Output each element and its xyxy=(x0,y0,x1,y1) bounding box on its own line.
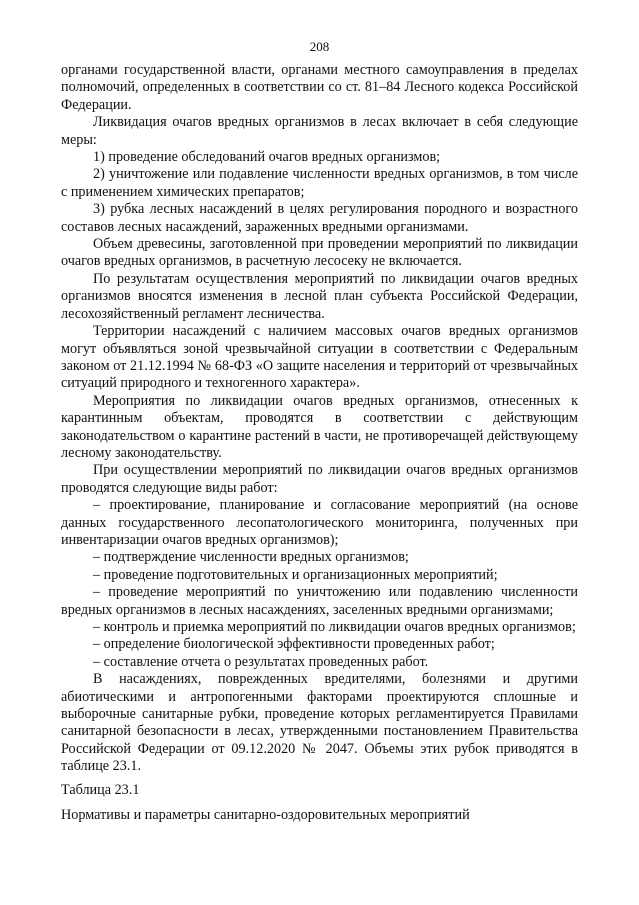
list-item: 1) проведение обследований очагов вредных организмов; xyxy=(93,149,441,166)
dash-list-item: – определение биологической эффективности проведенных работ; xyxy=(93,636,495,653)
list-item: 2) уничтожение или подавление численности вредных организмов, в том числе с применением химических препаратов; xyxy=(61,166,578,200)
paragraph: Территории насаждений с наличием массовых очагов вредных организмов могут объявляться зоной чрезвычайной ситуации в соответствии с Федеральным законом от 21.12.1994 № 68-ФЗ «О защите населения и территорий от чрезвычайных ситуаций природного и техногенного характера». xyxy=(61,323,578,392)
page-body xyxy=(61,62,578,824)
dash-list-item: – составление отчета о результатах проведенных работ. xyxy=(93,653,429,670)
paragraph: органами государственной власти, органами местного самоуправления в пределах полномочий, определенных в соответствии со ст. 81–84 Лесного кодекса Российской Федерации. xyxy=(61,62,578,113)
page-number: 208 xyxy=(309,39,330,54)
dash-list-item: – подтверждение численности вредных организмов; xyxy=(93,549,409,566)
paragraph: При осуществлении мероприятий по ликвидации очагов вредных организмов проводятся следующие виды работ: xyxy=(61,462,578,496)
dash-list-item: – контроль и приемка мероприятий по ликвидации очагов вредных организмов; xyxy=(93,619,576,635)
paragraph: В насаждениях, поврежденных вредителями, болезнями и другими абиотическими и антропогенными факторами проектируются сплошные и выборочные санитарные рубки, проведение которых регламентируется Правилами санитарной безопасности в лесах, утвержденными постановлением Правительства Российской Федерации от 09.12.2020 № 2047. Объемы этих рубок приводятся в таблице 23.1. xyxy=(61,671,578,775)
paragraph: Объем древесины, заготовленной при проведении мероприятий по ликвидации очагов вредных организмов, в расчетную лесосеку не включается. xyxy=(61,236,578,270)
paragraph: Мероприятия по ликвидации очагов вредных организмов, отнесенных к карантинным объектам, проводятся в соответствии с действующим законодательством о карантине растений в части, не противоречащей действующему лесному законодательству. xyxy=(61,392,578,461)
dash-list-item: – проведение подготовительных и организационных мероприятий; xyxy=(93,566,498,583)
dash-list-item: – проведение мероприятий по уничтожению или подавлению численности вредных организмов в лесных насаждениях, заселенных вредными организмами; xyxy=(61,584,578,618)
dash-list-item: – проектирование, планирование и согласование мероприятий (на основе данных государственного лесопатологического мониторинга, полученных при инвентаризации очагов вредных организмов); xyxy=(61,497,578,548)
paragraph: По результатам осуществления мероприятий по ликвидации очагов вредных организмов вносятся изменения в лесной план субъекта Российской Федерации, лесохозяйственный регламент лесничества. xyxy=(61,270,578,322)
table-label: Таблица 23.1 xyxy=(61,781,140,798)
list-item: 3) рубка лесных насаждений в целях регулирования породного и возрастного составов лесных насаждений, зараженных вредными организмами. xyxy=(61,201,578,235)
paragraph: Ликвидация очагов вредных организмов в лесах включает в себя следующие меры: xyxy=(61,114,578,148)
table-caption: Нормативы и параметры санитарно-оздоровительных мероприятий xyxy=(61,807,470,824)
